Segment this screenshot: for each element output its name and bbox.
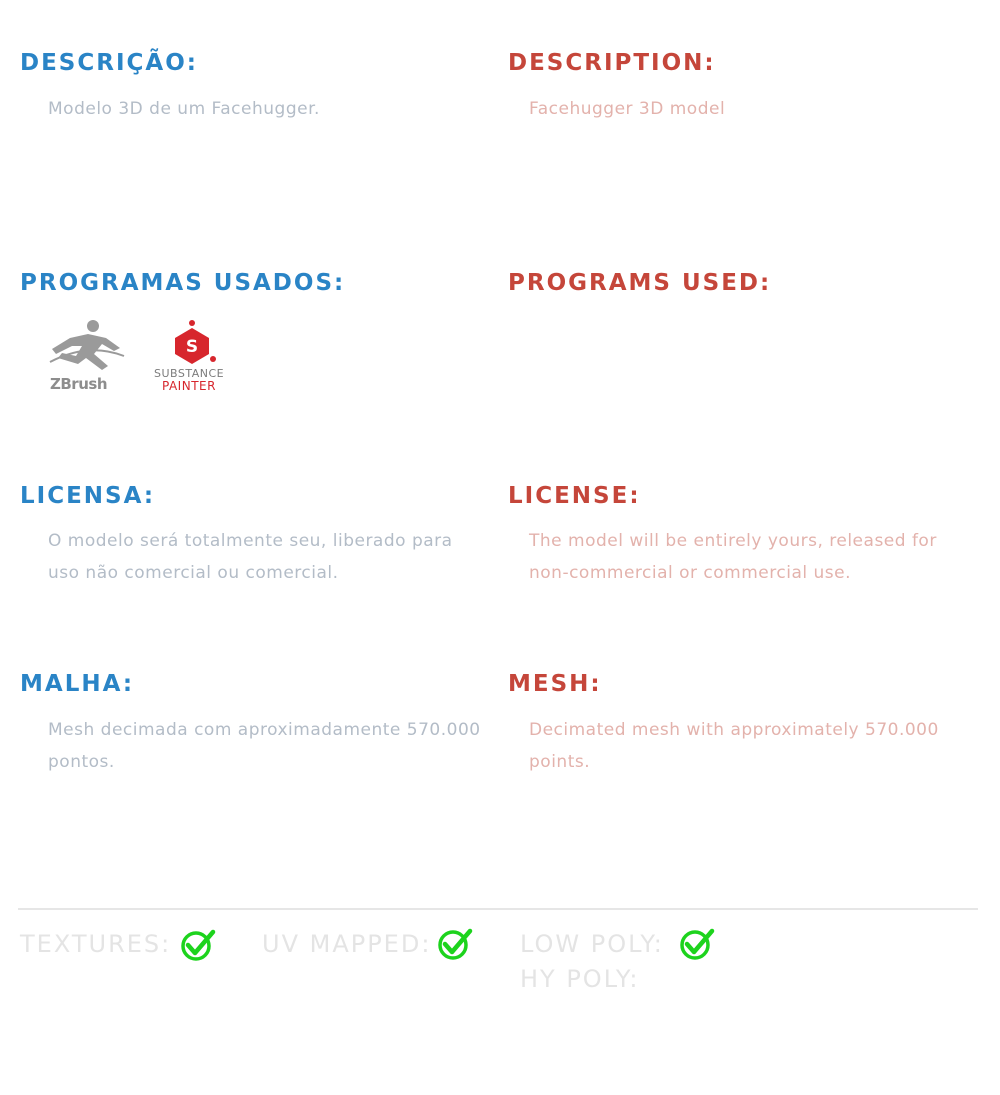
section-divider (18, 908, 978, 910)
substance-logo-line2: PAINTER (162, 379, 216, 393)
mesh-text-pt: Mesh decimada com aproximadamente 570.000 pontos. (48, 720, 481, 772)
description-heading-en: DESCRIPTION: (508, 50, 716, 76)
description-heading-pt: DESCRIÇÃO: (20, 50, 198, 76)
feature-textures-label: TEXTURES: (20, 930, 172, 958)
textures-check-icon (180, 929, 216, 961)
feature-low-poly-label: LOW POLY: (520, 930, 664, 958)
description-text-pt: Modelo 3D de um Facehugger. (48, 99, 320, 119)
mesh-heading-pt: MALHA: (20, 671, 135, 697)
substance-painter-icon (152, 318, 242, 366)
license-heading-pt: LICENSA: (20, 483, 156, 509)
uv-mapped-check-icon (437, 928, 473, 960)
substance-logo-line1: SUBSTANCE (154, 367, 225, 380)
feature-hy-poly-label: HY POLY: (520, 965, 640, 993)
license-text-en: The model will be entirely yours, released for non-commercial or commercial use. (529, 531, 937, 583)
zbrush-icon (48, 318, 128, 374)
programs-heading-pt: PROGRAMAS USADOS: (20, 270, 346, 296)
description-text-en: Facehugger 3D model (529, 99, 726, 119)
svg-text:S: S (185, 337, 199, 357)
license-heading-en: LICENSE: (508, 483, 641, 509)
mesh-heading-en: MESH: (508, 671, 602, 697)
feature-uv-mapped-label: UV MAPPED: (262, 930, 432, 958)
low-poly-check-icon (679, 928, 715, 960)
license-text-pt: O modelo será totalmente seu, liberado para uso não comercial ou comercial. (48, 531, 453, 583)
programs-heading-en: PROGRAMS USED: (508, 270, 772, 296)
zbrush-logo-text: ZBrush (50, 375, 107, 393)
mesh-text-en: Decimated mesh with approximately 570.000 points. (529, 720, 939, 772)
zbrush-logo (48, 318, 128, 396)
substance-painter-logo (152, 318, 242, 396)
